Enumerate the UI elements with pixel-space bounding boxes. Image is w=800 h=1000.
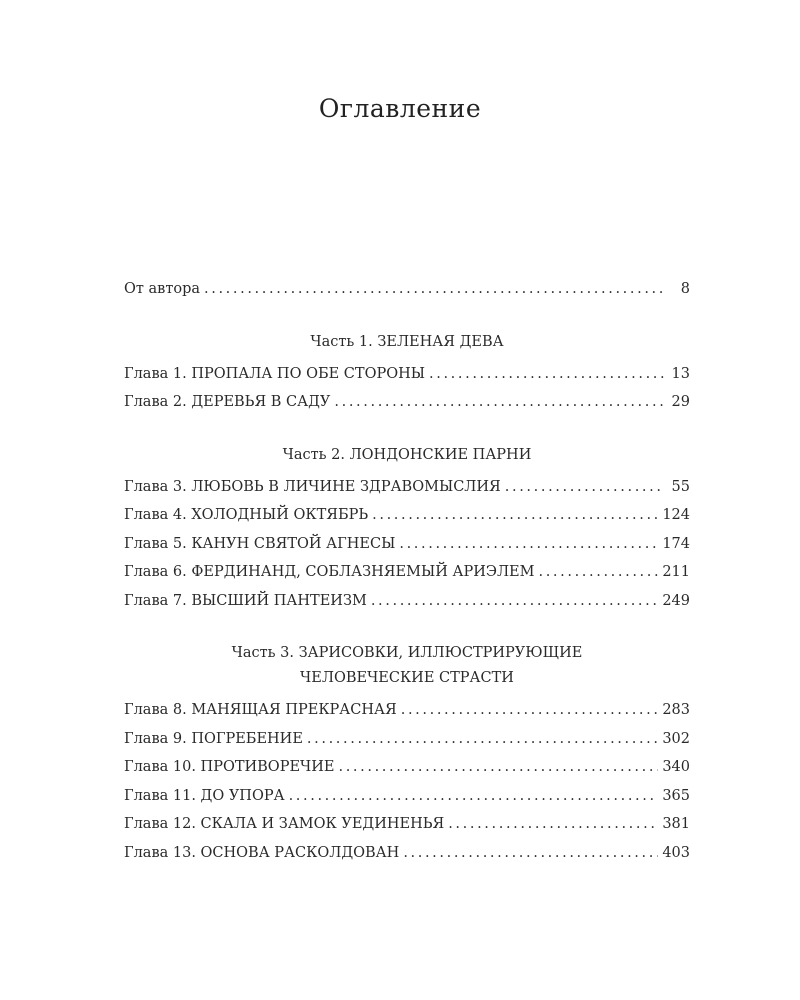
toc-entry-intro[interactable] — [124, 275, 690, 304]
toc-entry-label: Глава 3. ЛЮБОВЬ В ЛИЧИНЕ ЗДРАВОМЫСЛИЯ — [124, 478, 501, 495]
toc-entry-page: 283 — [662, 702, 690, 718]
part-section-3 — [124, 641, 690, 867]
toc-entry-page: 13 — [671, 365, 690, 382]
dot-leader — [307, 725, 658, 754]
dot-leader — [204, 275, 664, 304]
dot-leader — [448, 810, 658, 839]
toc-entry-chapter-9[interactable] — [124, 725, 690, 754]
dot-leader — [371, 587, 658, 616]
toc-entry-label: Глава 8. МАНЯЩАЯ ПРЕКРАСНАЯ — [124, 702, 397, 718]
toc-entry-chapter-7[interactable] — [124, 587, 690, 616]
toc-entry-page: 211 — [662, 564, 690, 580]
toc-entry-chapter-3[interactable] — [124, 473, 690, 502]
dot-leader — [289, 782, 659, 811]
dot-leader — [403, 839, 658, 868]
toc-entry-page: 29 — [671, 394, 690, 410]
toc-entry-label: Глава 10. ПРОТИВОРЕЧИЕ — [124, 759, 335, 775]
toc-entry-chapter-6[interactable] — [124, 558, 690, 587]
part-heading: Часть 2. ЛОНДОНСКИЕ ПАРНИ — [282, 446, 532, 463]
dot-leader — [401, 696, 659, 725]
toc-entry-chapter-2[interactable] — [124, 388, 690, 417]
dot-leader — [538, 558, 658, 587]
toc-entry-chapter-12[interactable] — [124, 810, 690, 839]
toc-entry-label: Глава 5. КАНУН СВЯТОЙ АГНЕСЫ — [124, 535, 396, 552]
toc-entry-page: 174 — [662, 535, 690, 552]
dot-leader — [429, 360, 664, 389]
toc-entry-page: 365 — [662, 787, 690, 804]
toc-entry-label: Глава 2. ДЕРЕВЬЯ В САДУ — [124, 394, 331, 410]
toc-entry-page: 302 — [662, 730, 690, 747]
part-section-1 — [124, 330, 690, 417]
toc-entry-label: Глава 7. ВЫСШИЙ ПАНТЕИЗМ — [124, 592, 367, 609]
toc-entry-label: Глава 1. ПРОПАЛА ПО ОБЕ СТОРОНЫ — [124, 365, 426, 382]
toc-entry-label: Глава 12. СКАЛА И ЗАМОК УЕДИНЕНЬЯ — [124, 816, 445, 832]
toc-entry-chapter-11[interactable] — [124, 782, 690, 811]
toc-entry-page: 124 — [662, 507, 690, 523]
toc-entry-page: 381 — [662, 816, 690, 832]
dot-leader — [372, 501, 658, 530]
part-heading-continued: ЧЕЛОВЕЧЕСКИЕ СТРАСТИ — [300, 670, 514, 686]
part-heading: Часть 3. ЗАРИСОВКИ, ИЛЛЮСТРИРУЮЩИЕ — [231, 645, 583, 661]
toc-entry-chapter-10[interactable] — [124, 753, 690, 782]
toc-entry-chapter-1[interactable] — [124, 360, 690, 389]
page-title: Оглавление — [318, 94, 482, 123]
toc-entry-chapter-4[interactable] — [124, 501, 690, 530]
toc-entry-page: 249 — [662, 592, 690, 609]
toc-entry-chapter-8[interactable] — [124, 696, 690, 725]
toc-entry-label: Глава 13. ОСНОВА РАСКОЛДОВАН — [124, 844, 400, 861]
toc-entry-label: Глава 4. ХОЛОДНЫЙ ОКТЯБРЬ — [124, 507, 369, 523]
toc-entry-page: 8 — [680, 281, 690, 297]
toc-entry-label: Глава 9. ПОГРЕБЕНИЕ — [124, 730, 303, 747]
part-section-2 — [124, 443, 690, 616]
part-heading: Часть 1. ЗЕЛЕНАЯ ДЕВА — [310, 333, 504, 350]
toc-entry-page: 55 — [671, 478, 690, 495]
dot-leader — [505, 473, 664, 502]
toc-entry-label: Глава 11. ДО УПОРА — [124, 787, 285, 804]
toc-entry-chapter-13[interactable] — [124, 839, 690, 868]
table-of-contents — [124, 275, 690, 867]
dot-leader — [334, 388, 664, 417]
toc-entry-label: Глава 6. ФЕРДИНАНД, СОБЛАЗНЯЕМЫЙ АРИЭЛЕМ — [124, 564, 535, 580]
dot-leader — [399, 530, 658, 559]
toc-entry-label: От автора — [124, 281, 201, 297]
dot-leader — [338, 753, 658, 782]
toc-entry-page: 340 — [662, 759, 690, 775]
toc-entry-chapter-5[interactable] — [124, 530, 690, 559]
toc-entry-page: 403 — [662, 844, 690, 861]
